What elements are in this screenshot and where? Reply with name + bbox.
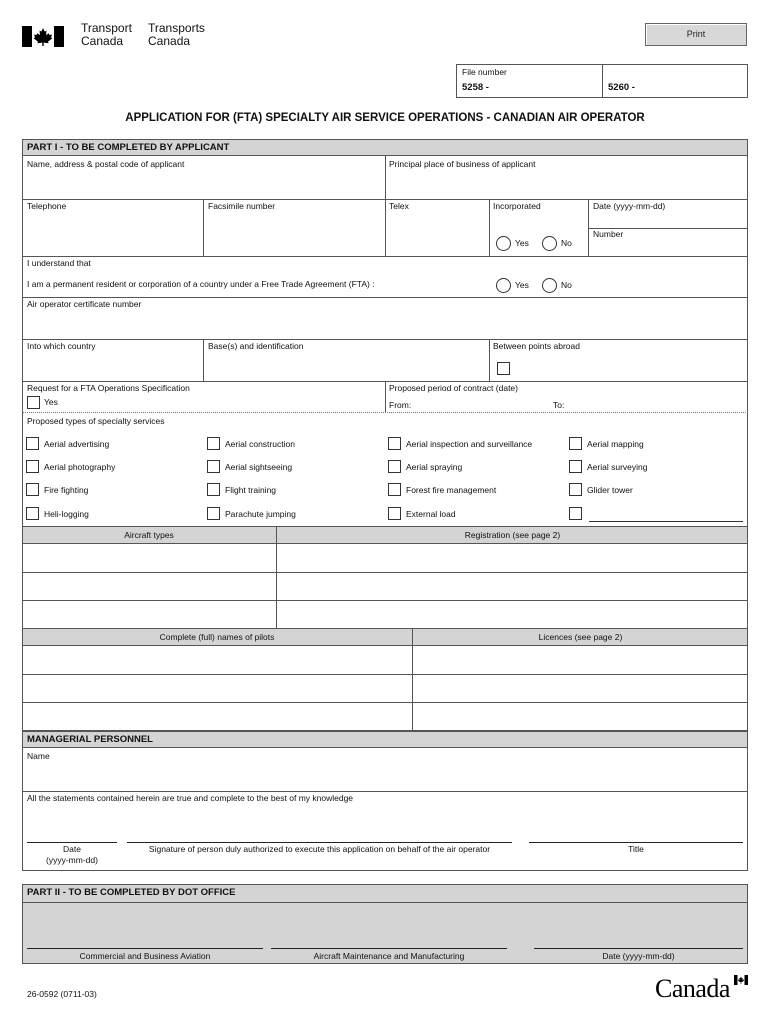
signature-label: Signature of person duly authorized to execute this application on behalf of the air operator bbox=[148, 844, 491, 854]
service-label: Flight training bbox=[225, 485, 277, 495]
service-other-input-line[interactable] bbox=[589, 521, 743, 522]
aircraft-col-divider bbox=[276, 526, 277, 628]
canada-flag-icon bbox=[22, 26, 64, 47]
form-number: 26-0592 (0711-03) bbox=[27, 989, 97, 999]
resident-yes-label: Yes bbox=[515, 280, 529, 290]
date-label: Date (yyyy-mm-dd) bbox=[593, 201, 666, 211]
aircraft-types-header: Aircraft types bbox=[124, 530, 174, 540]
resident-yes-radio[interactable] bbox=[496, 278, 511, 293]
proposed-period-label: Proposed period of contract (date) bbox=[389, 383, 518, 393]
incorporated-label: Incorporated bbox=[493, 201, 541, 211]
pilots-row-line bbox=[22, 674, 748, 675]
resident-statement: I am a permanent resident or corporation of a country under a Free Trade Agreement (FTA) : bbox=[27, 279, 375, 289]
service-label: Aerial advertising bbox=[44, 439, 110, 449]
part1-heading: PART I - TO BE COMPLETED BY APPLICANT bbox=[27, 142, 230, 153]
period-to-label: To: bbox=[553, 400, 565, 410]
aircraft-row-line bbox=[22, 572, 748, 573]
service-checkbox[interactable] bbox=[569, 483, 582, 496]
service-label: Glider tower bbox=[587, 485, 633, 495]
registration-header: Registration (see page 2) bbox=[464, 530, 561, 540]
file-number-divider bbox=[602, 64, 603, 98]
name-address-label: Name, address & postal code of applicant bbox=[27, 159, 185, 169]
department-name-en bbox=[81, 22, 132, 48]
telephone-label: Telephone bbox=[27, 201, 67, 211]
service-checkbox[interactable] bbox=[569, 437, 582, 450]
service-label: Parachute jumping bbox=[225, 509, 296, 519]
principal-place-label: Principal place of business of applicant bbox=[389, 159, 536, 169]
service-label: External load bbox=[406, 509, 456, 519]
service-label: Aerial photography bbox=[44, 462, 116, 472]
service-checkbox[interactable] bbox=[388, 507, 401, 520]
part2-date-line[interactable] bbox=[534, 948, 743, 949]
commercial-signature-line[interactable] bbox=[27, 948, 263, 949]
service-checkbox[interactable] bbox=[388, 460, 401, 473]
service-checkbox[interactable] bbox=[207, 483, 220, 496]
number-label: Number bbox=[593, 229, 624, 239]
commercial-label: Commercial and Business Aviation bbox=[79, 951, 211, 961]
request-spec-yes-checkbox[interactable] bbox=[27, 396, 40, 409]
wordmark-flag-icon bbox=[734, 975, 748, 985]
understand-label: I understand that bbox=[27, 258, 91, 268]
between-points-label: Between points abroad bbox=[493, 341, 580, 351]
form-title: APPLICATION FOR (FTA) SPECIALTY AIR SERVICE OPERATIONS - CANADIAN AIR OPERATOR bbox=[125, 112, 645, 124]
department-name-fr bbox=[148, 22, 205, 48]
managerial-name-bottom bbox=[22, 791, 748, 792]
request-spec-yes-label: Yes bbox=[44, 397, 58, 407]
title-signature-line[interactable] bbox=[529, 842, 743, 843]
service-checkbox[interactable] bbox=[569, 460, 582, 473]
row4-bottom bbox=[22, 339, 748, 340]
part2-heading: PART II - TO BE COMPLETED BY DOT OFFICE bbox=[27, 887, 236, 898]
bases-label: Base(s) and identification bbox=[208, 341, 304, 351]
pilots-col-divider bbox=[412, 628, 413, 731]
service-checkbox[interactable] bbox=[207, 507, 220, 520]
file-number-2[interactable]: 5260 - bbox=[608, 82, 635, 93]
service-label: Aerial surveying bbox=[587, 462, 648, 472]
service-checkbox[interactable] bbox=[207, 460, 220, 473]
department-name-en-line2: Canada bbox=[81, 34, 124, 48]
print-button[interactable] bbox=[645, 23, 747, 46]
services-label: Proposed types of specialty services bbox=[27, 416, 165, 426]
row6-bottom bbox=[22, 412, 748, 413]
service-checkbox[interactable] bbox=[388, 437, 401, 450]
managerial-heading: MANAGERIAL PERSONNEL bbox=[27, 734, 153, 745]
row2-divider-2 bbox=[385, 199, 386, 256]
aoc-label: Air operator certificate number bbox=[27, 299, 142, 309]
service-checkbox[interactable] bbox=[207, 437, 220, 450]
facsimile-label: Facsimile number bbox=[208, 201, 276, 211]
signature-line[interactable] bbox=[127, 842, 512, 843]
row1-divider bbox=[385, 156, 386, 199]
government-flag-logo bbox=[22, 26, 64, 47]
managerial-name-label: Name bbox=[27, 751, 50, 761]
service-label: Aerial spraying bbox=[406, 462, 463, 472]
part2-date-label: Date (yyyy-mm-dd) bbox=[602, 951, 675, 961]
signature-date-line1: Date bbox=[63, 844, 81, 854]
resident-no-radio[interactable] bbox=[542, 278, 557, 293]
service-label: Fire fighting bbox=[44, 485, 89, 495]
pilot-names-header: Complete (full) names of pilots bbox=[159, 632, 275, 642]
row3-bottom bbox=[22, 297, 748, 298]
row6-divider bbox=[385, 381, 386, 412]
request-spec-label: Request for a FTA Operations Specification bbox=[27, 383, 190, 393]
service-checkbox[interactable] bbox=[26, 507, 39, 520]
period-from-label: From: bbox=[389, 400, 412, 410]
title-label: Title bbox=[628, 844, 644, 854]
incorporated-yes-radio[interactable] bbox=[496, 236, 511, 251]
between-points-checkbox[interactable] bbox=[497, 362, 510, 375]
signature-date-label bbox=[27, 844, 117, 866]
row5-divider-1 bbox=[203, 339, 204, 381]
department-name-en-line1: Transport bbox=[81, 21, 132, 35]
service-checkbox[interactable] bbox=[26, 437, 39, 450]
telex-label: Telex bbox=[389, 201, 409, 211]
service-label: Aerial sightseeing bbox=[225, 462, 293, 472]
department-name-fr-line2: Canada bbox=[148, 34, 191, 48]
maintenance-signature-line[interactable] bbox=[271, 948, 507, 949]
row2-divider-1 bbox=[203, 199, 204, 256]
row2-divider-3 bbox=[489, 199, 490, 256]
part2-heading-divider bbox=[22, 902, 748, 903]
service-checkbox[interactable] bbox=[26, 460, 39, 473]
incorporated-no-radio[interactable] bbox=[542, 236, 557, 251]
file-number-label: File number bbox=[462, 67, 507, 77]
service-other-checkbox[interactable] bbox=[569, 507, 582, 520]
print-button-label: Print bbox=[686, 29, 706, 39]
row5-divider-2 bbox=[489, 339, 490, 381]
service-checkbox[interactable] bbox=[26, 483, 39, 496]
maintenance-label: Aircraft Maintenance and Manufacturing bbox=[313, 951, 465, 961]
canada-wordmark-text: Canada bbox=[655, 974, 730, 1003]
licences-header: Licences (see page 2) bbox=[538, 632, 623, 642]
service-label: Heli-logging bbox=[44, 509, 89, 519]
file-number-1[interactable]: 5258 - bbox=[462, 82, 489, 93]
service-label: Aerial construction bbox=[225, 439, 295, 449]
service-label: Aerial mapping bbox=[587, 439, 644, 449]
service-label: Aerial inspection and surveillance bbox=[406, 439, 533, 449]
signature-date-line2: (yyyy-mm-dd) bbox=[46, 855, 98, 865]
aircraft-row-line bbox=[22, 600, 748, 601]
incorporated-no-label: No bbox=[561, 238, 572, 248]
incorporated-yes-label: Yes bbox=[515, 238, 529, 248]
row2-bottom bbox=[22, 256, 748, 257]
service-checkbox[interactable] bbox=[388, 483, 401, 496]
department-name-fr-line1: Transports bbox=[148, 21, 205, 35]
pilots-row-line bbox=[22, 702, 748, 703]
date-signature-line[interactable] bbox=[27, 842, 117, 843]
canada-wordmark bbox=[655, 975, 748, 1005]
country-label: Into which country bbox=[27, 341, 96, 351]
service-label: Forest fire management bbox=[406, 485, 497, 495]
certification-statement: All the statements contained herein are true and complete to the best of my knowledge bbox=[27, 793, 354, 803]
resident-no-label: No bbox=[561, 280, 572, 290]
